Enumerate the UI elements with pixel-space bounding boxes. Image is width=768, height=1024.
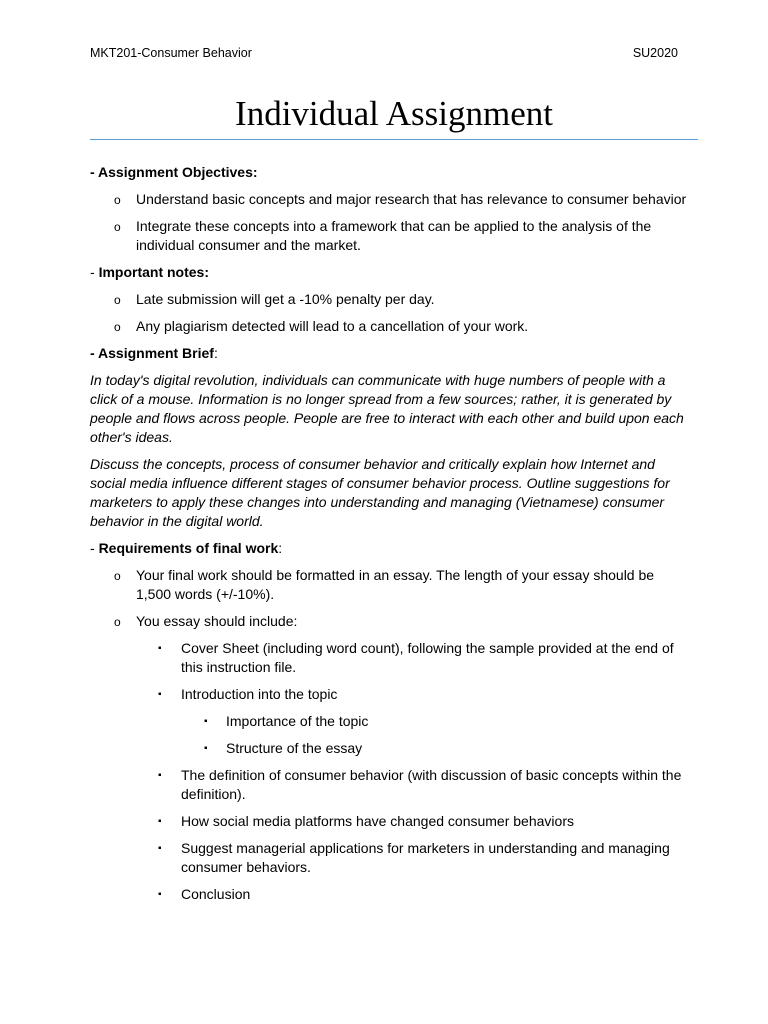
requirements-heading: - Requirements of final work: bbox=[90, 540, 283, 556]
objectives-heading: - Assignment Objectives: bbox=[90, 164, 258, 180]
document-title: Individual Assignment bbox=[235, 94, 553, 133]
title-divider bbox=[90, 139, 698, 140]
list-item: o Your final work should be formatted in an essay. The length of your essay should be 1,500 words (+/-10%). bbox=[114, 567, 655, 602]
list-item: ▪ How social media platforms have changed consumer behaviors bbox=[158, 813, 574, 829]
circle-bullet-icon: o bbox=[114, 615, 121, 629]
list-item: ▪ Suggest managerial applications for marketers in understanding and managing consumer behaviors. bbox=[158, 840, 670, 875]
list-item: o Understand basic concepts and major research that has relevance to consumer behavior bbox=[90, 190, 690, 209]
brief-paragraph: Discuss the concepts, process of consumer behavior and critically explain how Internet and social media influence different stages of consumer behavior process. Outline suggestions for marketers to apply these changes into understanding and managing (Vietnamese) consumer behavior in the digital world. bbox=[90, 456, 670, 529]
circle-bullet-icon: o bbox=[114, 293, 121, 307]
list-item: o Integrate these concepts into a framework that can be applied to the analysis of the individual consumer and the market. bbox=[114, 218, 652, 253]
circle-bullet-icon: o bbox=[114, 193, 121, 207]
list-item: ▪ Structure of the essay bbox=[204, 740, 363, 756]
square-bullet-icon: ▪ bbox=[158, 689, 162, 700]
square-bullet-icon: ▪ bbox=[158, 843, 162, 854]
square-bullet-icon: ▪ bbox=[158, 889, 162, 900]
square-bullet-icon: ▪ bbox=[158, 643, 162, 654]
course-code: MKT201-Consumer Behavior bbox=[90, 46, 252, 60]
list-item: ▪ The definition of consumer behavior (with discussion of basic concepts within the definition). bbox=[158, 767, 682, 802]
square-bullet-icon: ▪ bbox=[158, 770, 162, 781]
brief-heading: - Assignment Brief: bbox=[90, 345, 218, 361]
square-bullet-icon: ▪ bbox=[204, 743, 208, 754]
list-item: o Late submission will get a -10% penalty per day. bbox=[90, 290, 690, 309]
square-bullet-icon: ▪ bbox=[158, 816, 162, 827]
circle-bullet-icon: o bbox=[114, 569, 121, 583]
list-item: o You essay should include: bbox=[90, 612, 690, 631]
brief-paragraph: In today's digital revolution, individuals can communicate with huge numbers of people with a click of a mouse. Information is no longer spread from a few sources; rather, it is generated by people and flows across people. People are free to interact with each other and build upon each other's ideas. bbox=[90, 372, 684, 445]
list-item: ▪ Conclusion bbox=[158, 886, 251, 902]
list-item: ▪ Importance of the topic bbox=[204, 713, 369, 729]
square-bullet-icon: ▪ bbox=[204, 716, 208, 727]
notes-heading: - Important notes: bbox=[90, 264, 210, 280]
term-code: SU2020 bbox=[632, 46, 678, 60]
circle-bullet-icon: o bbox=[114, 220, 121, 234]
document-body bbox=[90, 163, 690, 912]
list-item: ▪ Cover Sheet (including word count), following the sample provided at the end of this instruction file. bbox=[158, 640, 674, 675]
page-header bbox=[90, 46, 678, 66]
circle-bullet-icon: o bbox=[114, 320, 121, 334]
list-item: o Any plagiarism detected will lead to a cancellation of your work. bbox=[90, 317, 690, 336]
list-item: ▪ Introduction into the topic bbox=[158, 686, 338, 702]
